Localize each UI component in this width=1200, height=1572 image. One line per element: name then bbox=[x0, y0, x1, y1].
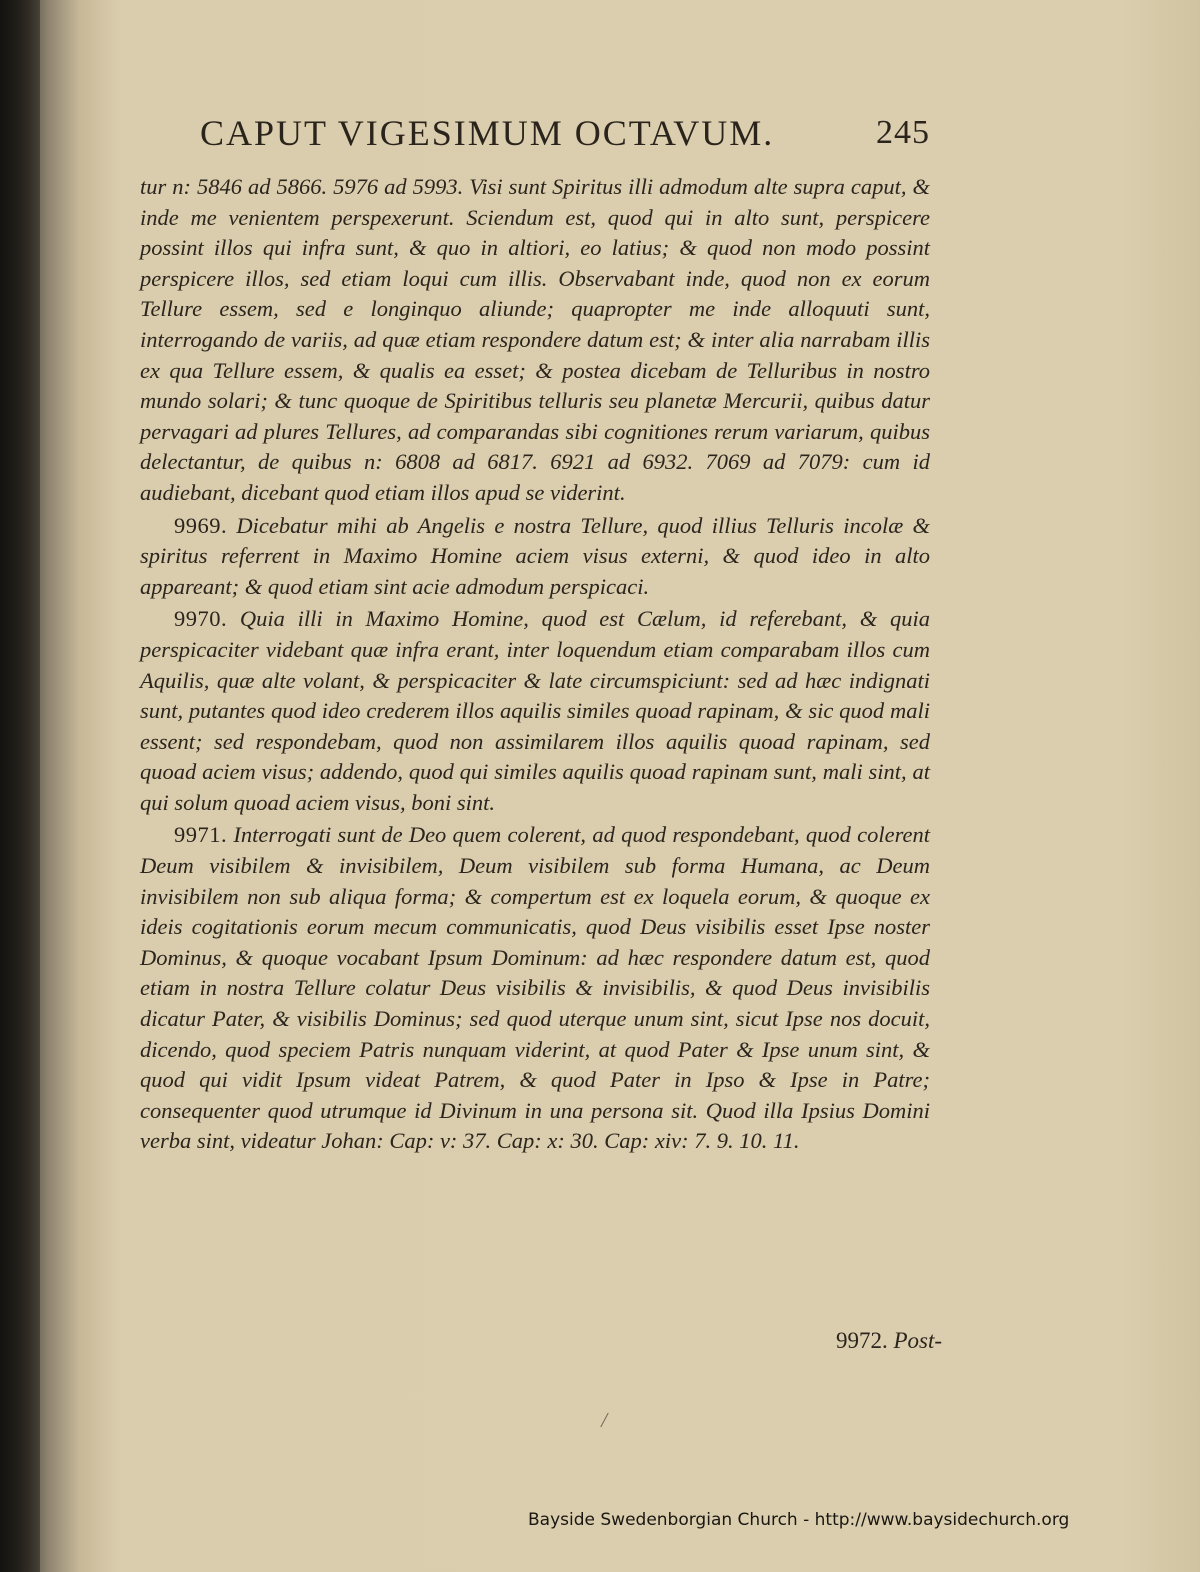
page-header bbox=[200, 112, 930, 166]
continuation-paragraph: tur n: 5846 ad 5866. 5976 ad 5993. Visi sunt Spiritus illi admodum alte supra caput, & inde me venientem perspexerunt. Sciendum est, quod qui in alto sunt, perspicere possint illos qui infra sunt, & quo in altiori, eo latius; & quod non modo possint perspicere illos, sed etiam loqui cum illis. Observabant inde, quod non ex eorum Tellure essem, sed e longinquo aliunde; quapropter me inde alloquuti sunt, interrogando de variis, ad quæ etiam respondere datum est; & inter alia narrabam illis ex qua Tellure essem, & qualis ea esset; & postea dicebam de Telluribus in nostro mundo solari; & tunc quoque de Spiritibus telluris seu planetæ Mercurii, quibus datur pervagari ad plures Tellures, ad comparandas sibi cognitiones rerum variarum, quibus delectantur, de quibus n: 6808 ad 6817. 6921 ad 6932. 7069 ad 7079: cum id audiebant, dicebant quod etiam illos apud se viderint. bbox=[140, 174, 930, 505]
paragraph-number: 9971. bbox=[174, 822, 228, 848]
paragraph-9971 bbox=[140, 820, 930, 1157]
body-text bbox=[140, 172, 930, 1157]
running-title: CAPUT VIGESIMUM OCTAVUM. bbox=[200, 113, 775, 153]
stray-ink-mark bbox=[600, 1413, 608, 1428]
paragraph-9970 bbox=[140, 604, 930, 818]
page-number: 245 bbox=[876, 114, 930, 151]
paragraph-text: Quia illi in Maximo Homine, quod est Cælum, id referebant, & quia perspicaciter videbant quæ infra erant, inter loquendum etiam comparabam illos cum Aquilis, quæ alte volant, & perspicaciter & late circumspiciunt: sed ad hæc indignati sunt, putantes quod ideo crederem illos aquilis similes quoad rapinam, & sic quod mali essent; sed respondebam, quod non assimilarem illos aquilis quoad rapinam, sed quoad aciem visus; addendo, quod qui similes aquilis quoad rapinam sunt, mali sint, at qui solum quoad aciem visus, boni sint. bbox=[140, 606, 930, 815]
catchword-text: Post- bbox=[893, 1328, 942, 1353]
catchword bbox=[836, 1328, 942, 1354]
catchword-number: 9972. bbox=[835, 1328, 888, 1353]
paragraph-text: Dicebatur mihi ab Angelis e nostra Tellure, quod illius Telluris incolæ & spiritus referrent in Maximo Homine aciem visus externi, & quod ideo in alto appareant; & quod etiam sint acie admodum perspicaci. bbox=[140, 512, 930, 599]
paragraph-number: 9969. bbox=[174, 512, 228, 538]
binding-gutter-shadow bbox=[0, 0, 40, 1572]
paragraph-number: 9970. bbox=[174, 606, 228, 632]
source-watermark: Bayside Swedenborgian Church - http://www.baysidechurch.org bbox=[528, 1510, 1070, 1530]
paragraph-9969 bbox=[140, 511, 930, 603]
paragraph-text: Interrogati sunt de Deo quem colerent, ad quod respondebant, quod colerent Deum visibilem & invisibilem, Deum visibilem sub forma Humana, ac Deum invisibilem non sub aliqua forma; & compertum est ex loquela eorum, & quoque ex ideis cogitationis eorum mecum communicatis, quod Deus visibilis esset Ipse noster Dominus, & quoque vocabant Ipsum Dominum: ad hæc respondere datum est, quod etiam in nostra Tellure colatur Deus visibilis & invisibilis, & quod Deus invisibilis dicatur Pater, & visibilis Dominus; sed quod uterque unum sint, sicut Ipse nos docuit, dicendo, quod speciem Patris nunquam viderint, at quod Pater & Ipse unum sint, & quod qui vidit Ipsum videat Patrem, & quod Pater in Ipso & Ipse in Patre; consequenter quod utrumque id Divinum in una persona sit. Quod illa Ipsius Domini verba sint, videatur Johan: Cap: v: 37. Cap: x: 30. Cap: xiv: 7. 9. 10. 11. bbox=[140, 822, 931, 1154]
